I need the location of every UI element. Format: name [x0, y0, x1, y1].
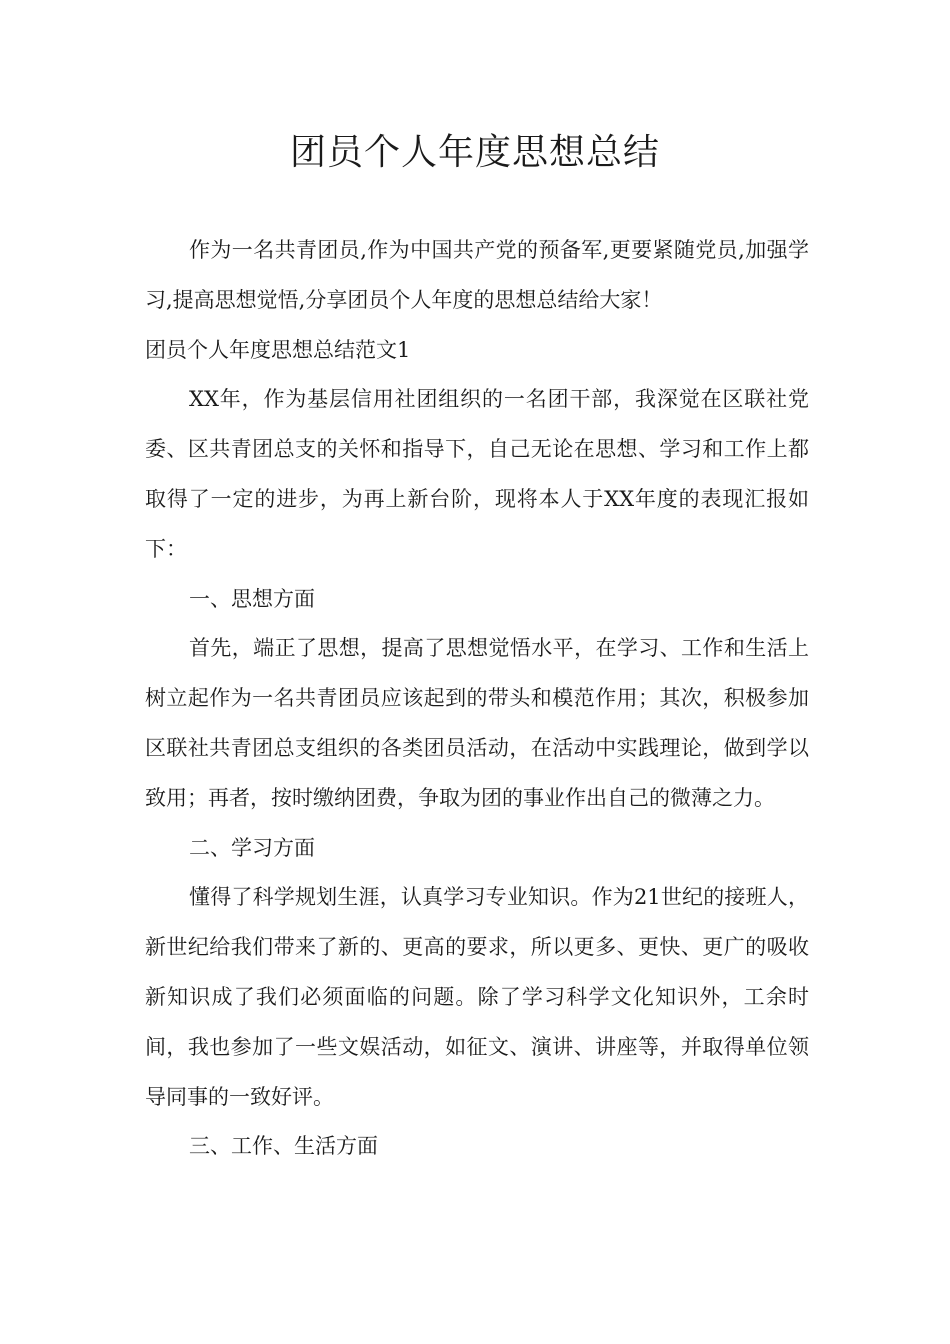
- paragraph-sample-heading: 团员个人年度思想总结范文1: [145, 337, 411, 362]
- document-title: 团员个人年度思想总结: [289, 132, 660, 173]
- paragraph-report: XX年，作为基层信用社团组织的一名团干部，我深觉在区联社党委、区共青团总支的关怀和指导下，自己无论在思想、学习和工作上都取得了一定的进步，为再上新台阶，现将本人于XX年度的表现汇报如下：: [145, 387, 809, 561]
- paragraph-thought: 首先，端正了思想，提高了思想觉悟水平，在学习、工作和生活上树立起作为一名共青团员应该起到的带头和模范作用；其次，积极参加区联社共青团总支组织的各类团员活动，在活动中实践理论，做到学以致用；再者，按时缴纳团费，争取为团的事业作出自己的微薄之力。: [145, 636, 809, 810]
- paragraph-intro: 作为一名共青团员,作为中国共产党的预备军,更要紧随党员,加强学习,提高思想觉悟,分享团员个人年度的思想总结给大家！: [145, 238, 809, 312]
- section-heading-thought: 一、思想方面: [189, 586, 315, 611]
- paragraph-study: 懂得了科学规划生涯，认真学习专业知识。作为21世纪的接班人，新世纪给我们带来了新的、更高的要求，所以更多、更快、更广的吸收新知识成了我们必须面临的问题。除了学习科学文化知识外，工余时间，我也参加了一些文娱活动，如征文、演讲、讲座等，并取得单位领导同事的一致好评。: [145, 885, 809, 1109]
- section-heading-work-life: 三、工作、生活方面: [189, 1134, 378, 1159]
- section-heading-study: 二、学习方面: [189, 835, 315, 860]
- document-body: [145, 226, 809, 1172]
